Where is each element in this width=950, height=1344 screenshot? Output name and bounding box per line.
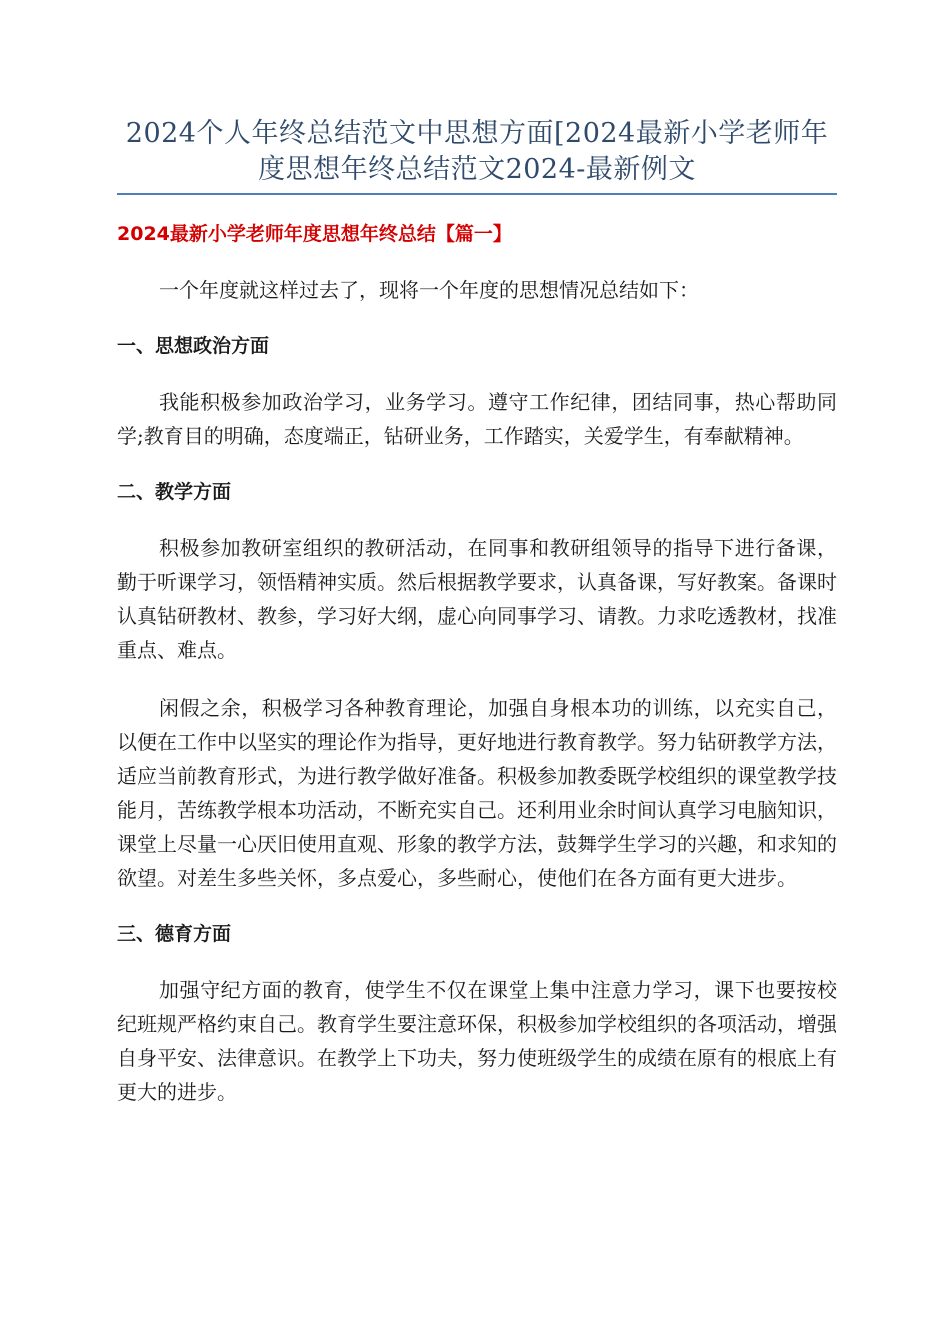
section-paragraph: 加强守纪方面的教育，使学生不仅在课堂上集中注意力学习，课下也要按校纪班规严格约束自己。教育学生要注意环保，积极参加学校组织的各项活动，增强自身平安、法律意识。在教学上下功夫，努力使班级学生的成绩在原有的根底上有更大的进步。 — [117, 978, 837, 1104]
document-page — [117, 116, 837, 1109]
article-subtitle: 2024最新小学老师年度思想年终总结【篇一】 — [117, 223, 512, 245]
intro-paragraph: 一个年度就这样过去了，现将一个年度的思想情况总结如下： — [159, 278, 699, 302]
section-paragraph: 闲假之余，积极学习各种教育理论，加强自身根本功的训练，以充实自己，以便在工作中以坚实的理论作为指导，更好地进行教育教学。努力钻研教学方法，适应当前教育形式，为进行教学做好准备。积极参加教委既学校组织的课堂教学技能月，苦练教学根本功活动，不断充实自己。还利用业余时间认真学习电脑知识，课堂上尽量一心厌旧使用直观、形象的教学方法，鼓舞学生学习的兴趣，和求知的欲望。对差生多些关怀，多点爱心，多些耐心，使他们在各方面有更大进步。 — [117, 696, 837, 890]
section-paragraph: 积极参加教研室组织的教研活动，在同事和教研组领导的指导下进行备课，勤于听课学习，领悟精神实质。然后根据教学要求，认真备课，写好教案。备课时认真钻研教材、教参，学习好大纲，虚心向同事学习、请教。力求吃透教材，找准重点、难点。 — [117, 536, 837, 662]
section-heading-politics: 一、思想政治方面 — [117, 335, 270, 357]
section-heading-moral: 三、德育方面 — [117, 923, 232, 945]
section-heading-teaching: 二、教学方面 — [117, 481, 232, 503]
section-paragraph: 我能积极参加政治学习，业务学习。遵守工作纪律，团结同事，热心帮助同学;教育目的明确，态度端正，钻研业务，工作踏实，关爱学生，有奉献精神。 — [117, 390, 837, 448]
document-title: 2024个人年终总结范文中思想方面[2024最新小学老师年度思想年终总结范文2024-最新例文 — [125, 118, 829, 185]
title-divider — [117, 193, 837, 195]
